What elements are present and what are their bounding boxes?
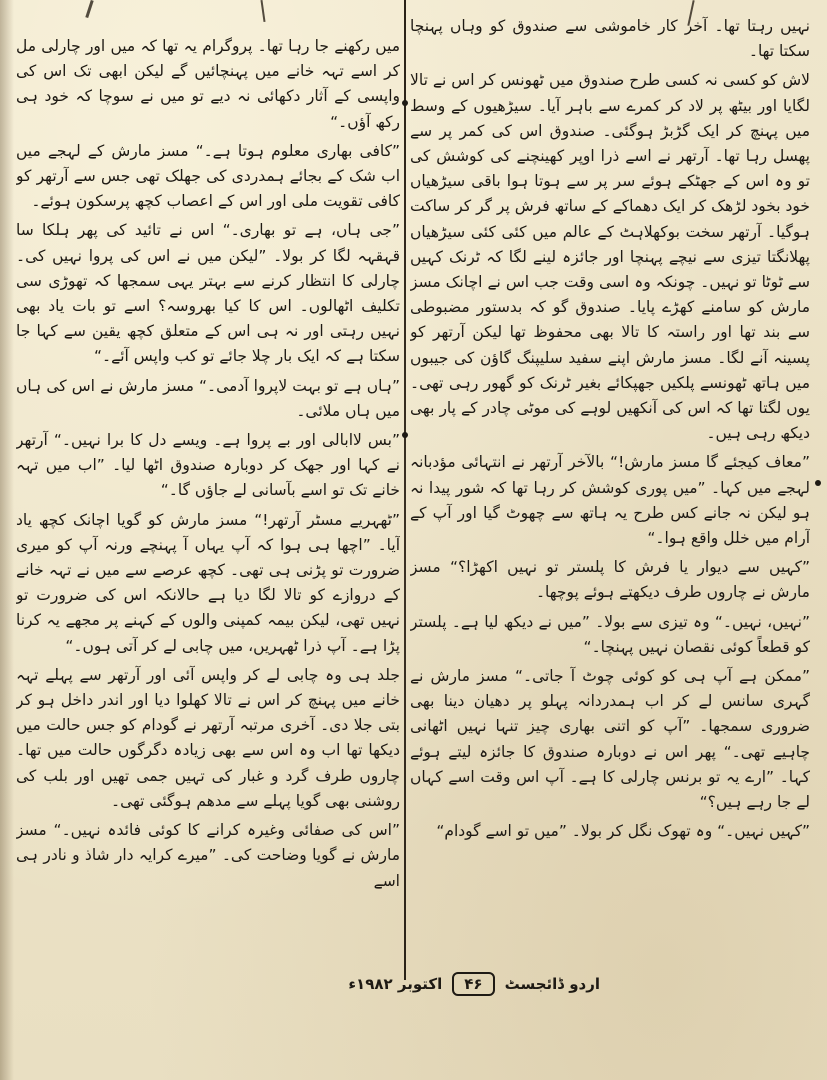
paragraph-bullet	[402, 100, 408, 106]
paragraph: ”اس کی صفائی وغیرہ کرانے کا کوئی فائدہ نہیں۔“ مسز مارش نے گویا وضاحت کی۔ ”میرے کرایہ دار شاذ و نادر ہی اسے	[16, 821, 400, 890]
issue-date: اکتوبر ۱۹۸۲ء	[348, 975, 443, 993]
paragraph-bullet	[402, 432, 408, 438]
column-divider	[404, 0, 406, 980]
ink-mark	[85, 0, 93, 18]
paragraph: نہیں رہتا تھا۔ آخر کار خاموشی سے صندوق کو وہاں پہنچا سکتا تھا۔	[410, 17, 810, 61]
ink-mark	[260, 0, 265, 22]
paragraph: ”ممکن ہے آپ ہی کو کوئی چوٹ آ جاتی۔“ مسز مارش نے گہری سانس لے کر اب ہمدردانہ پہلو پر دھیان دینا بھی ضروری سمجھا۔ ”آپ کو اتنی بھاری چیز تنہا نہیں اٹھانی چاہیے تھی۔“ پھر اس نے دوبارہ صندوق کا جائزہ لیتے ہوئے کہا۔ ”ارے یہ تو برنس چارلی کا ہے۔ آپ اس وقت اسے کہاں لے جا رہے ہیں؟“	[410, 667, 810, 812]
paragraph: ”کہیں سے دیوار یا فرش کا پلستر تو نہیں اکھڑا؟“ مسز مارش نے چاروں طرف دیکھتے ہوئے پوچھا۔	[410, 558, 810, 602]
magazine-name: اردو ڈائجسٹ	[504, 975, 600, 993]
paragraph: ”کہیں نہیں۔“ وہ تھوک نگل کر بولا۔ ”میں تو اسے گودام“	[436, 822, 810, 841]
paragraph: ”ٹھہریے مسٹر آرتھر!“ مسز مارش کو گویا اچانک کچھ یاد آیا۔ ”اچھا ہی ہوا کہ آپ یہاں آ پہنچے ورنہ آپ کو میری ضرورت تو پڑنی ہی تھی۔ کچھ عرصے سے میں نے تہہ خانے کے دروازے کو تالا لگا دیا ہے حالانکہ اس کی ضرورت تو نہیں تھی، لیکن بیمہ کمپنی والوں کے کہنے پر مجھے یہ کرنا پڑا ہے۔ آپ ذرا ٹھہریں، میں چابی لے کر آتی ہوں۔“	[16, 510, 400, 655]
paragraph: لاش کو کسی نہ کسی طرح صندوق میں ٹھونس کر اس نے تالا لگایا اور بیٹھ پر لاد کر کمرے سے باہر آیا۔ سیڑھیوں کے وسط میں پہنچ کر ایک گڑبڑ ہوگئی۔ صندوق اس کی کمر پر سے پھسل رہا تھا۔ آرتھر نے اسے ذرا اوپر کھینچنے کی کوشش کی تو وہ اس کے جھٹکے ہوئے سر پر سے ہوتا ہوا باقی سیڑھیاں خود بخود لڑھک کر ایک دھماکے کے ساتھ فرش پر گر کر ساکت ہوگیا۔ آرتھر سخت بوکھلاہٹ کے عالم میں کئی کئی سیڑھیاں پھلانگتا تیزی سے نیچے پہنچا اور جائزہ لینے لگا کہ ٹرنک کہیں سے ٹوٹا تو نہیں۔ چونکہ وہ اسی وقت جب اس نے اچانک مسز مارش کو سامنے کھڑے پایا۔ صندوق گو کہ بدستور مضبوطی سے بند تھا اور راستہ کا تالا بھی محفوظ تھا لیکن آرتھر کو پسینہ آنے لگا۔ مسز مارش اپنے سفید سلیپنگ گاؤن کی جیبوں میں ہاتھ ٹھونسے پلکیں جھپکائے بغیر ٹرنک کو گھور رہی تھی۔ یوں لگتا تھا کہ اس کی آنکھیں لوہے کی موٹی چادر کے پار بھی دیکھ رہی ہیں۔	[410, 71, 810, 443]
paragraph: ”جی ہاں، ہے تو بھاری۔“ اس نے تائید کی پھر ہلکا سا قہقہہ لگا کر بولا۔ ”لیکن میں نے اس کی پروا نہیں کی۔ چارلی کا انتظار کرنے سے بہتر یہی سمجھا کہ تھوڑی سی تکلیف اٹھالوں۔ اس کا کیا بھروسہ؟ اسے تو بات یاد بھی نہیں رہتی اور نہ ہی اس کے متعلق کچھ یقین سے کہا جا سکتا ہے کہ ایک بار چلا جائے تو کب واپس آئے۔“	[16, 221, 400, 366]
paragraph: ”بس لاابالی اور بے پروا ہے۔ ویسے دل کا برا نہیں۔“ آرتھر نے کہا اور جھک کر دوبارہ صندوق اٹھا لیا۔ ”اب میں تہہ خانے تک تو اسے بآسانی لے جاؤں گا۔“	[16, 431, 400, 500]
page-footer	[300, 970, 600, 998]
left-text-column	[16, 34, 400, 966]
page-number: ۴۶	[452, 972, 494, 996]
right-text-column	[410, 14, 810, 970]
paragraph: ”ہاں ہے تو بہت لاپروا آدمی۔“ مسز مارش نے اس کی ہاں میں ہاں ملائی۔	[16, 376, 400, 420]
paragraph: میں رکھنے جا رہا تھا۔ پروگرام یہ تھا کہ میں اور چارلی مل کر اسے تہہ خانے میں پہنچائیں گے لیکن ابھی تک اس کی واپسی کے آثار دکھائی نہ دیے تو میں نے سوچا کہ خود ہی رکھ آؤں۔“	[16, 37, 400, 131]
paragraph: جلد ہی وہ چابی لے کر واپس آئی اور آرتھر سے پہلے تہہ خانے میں پہنچ کر اس نے تالا کھلوا دیا اور اندر داخل ہو کر بتی جلا دی۔ آخری مرتبہ آرتھر نے گودام کو جس حالت میں دیکھا تھا اب وہ اس سے بھی زیادہ دگرگوں حالت میں تھا۔ چاروں طرف گرد و غبار کی تہیں جمی تھیں اور بلب کی روشنی بھی گویا پہلے سے مدھم ہوگئی تھی۔	[16, 665, 400, 810]
paragraph-bullet	[815, 480, 821, 486]
paragraph: ”کافی بھاری معلوم ہوتا ہے۔“ مسز مارش کے لہجے میں اب شک کے بجائے ہمدردی کی جھلک تھی جس سے آرتھر کو کافی تقویت ملی اور اس کے اعصاب کچھ پرسکون ہوئے۔	[16, 141, 400, 211]
paragraph: ”نہیں، نہیں۔“ وہ تیزی سے بولا۔ ”میں نے دیکھ لیا ہے۔ پلستر کو قطعاً کوئی نقصان نہیں پہنچا۔“	[410, 612, 810, 656]
paragraph: ”معاف کیجئے گا مسز مارش!“ بالآخر آرتھر نے انتہائی مؤدبانہ لہجے میں کہا۔ ”میں پوری کوشش کر رہا تھا کہ شور پیدا نہ ہو لیکن نہ جانے کس طرح یہ ہاتھ سے چھوٹ گیا اور آپ کے آرام میں خلل واقع ہوا۔“	[410, 453, 810, 548]
